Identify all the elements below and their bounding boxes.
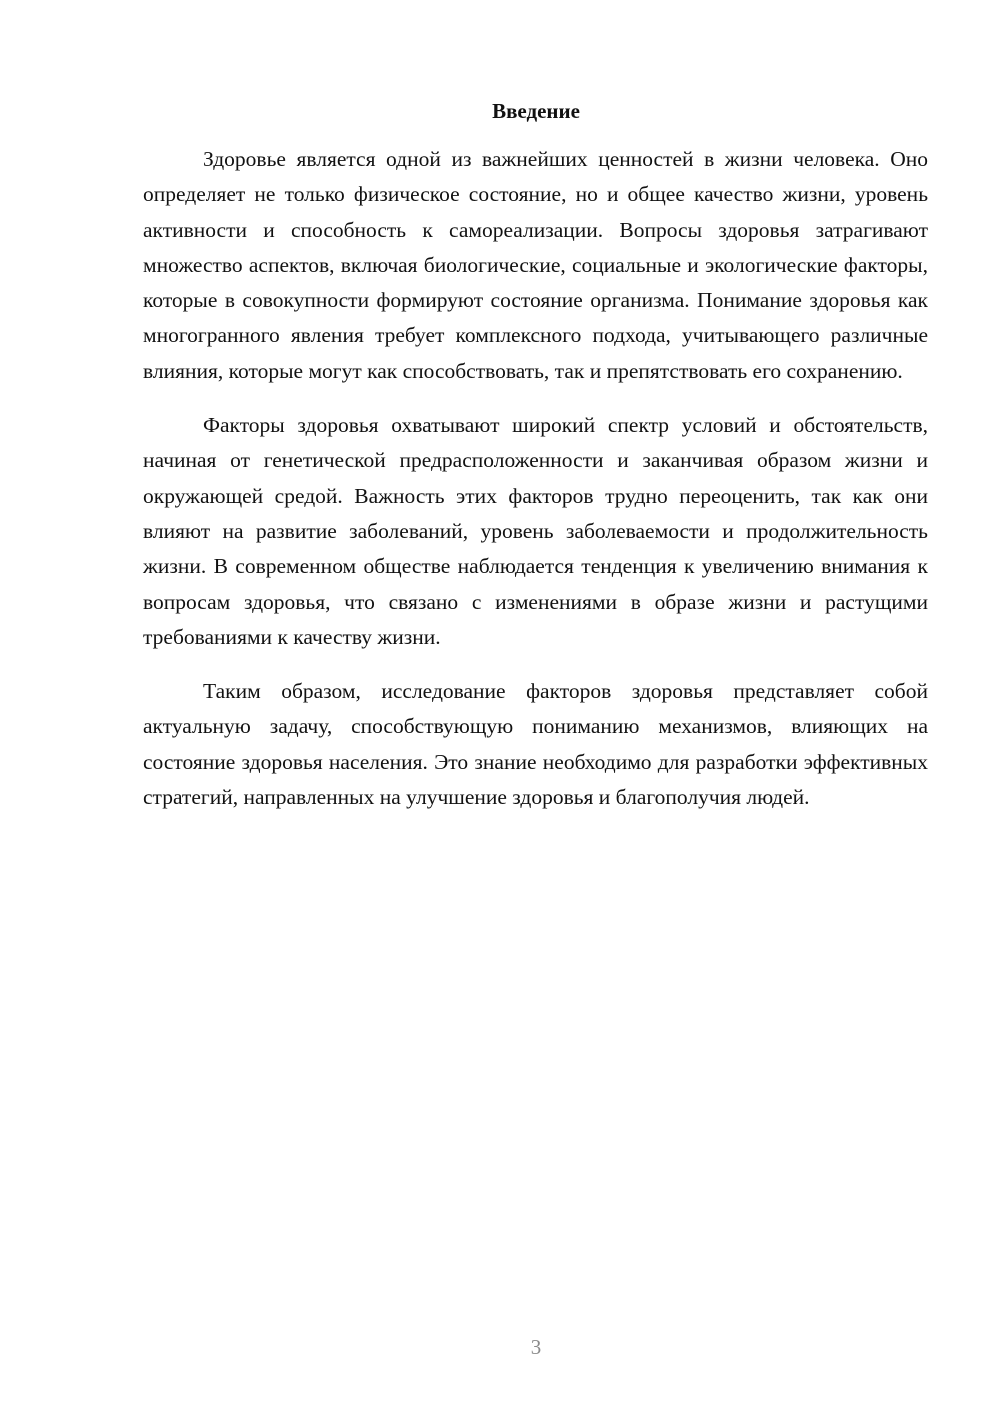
body-text: [143, 142, 928, 834]
page-number: 3: [530, 1335, 542, 1359]
paragraph-3: Таким образом, исследование факторов здоровья представляет собой актуальную задачу, способствующую пониманию механизмов, влияющих на состояние здоровья населения. Это знание необходимо для разработки эффективных стратегий, направленных на улучшение здоровья и благополучия людей.: [143, 679, 928, 810]
paragraph-2: Факторы здоровья охватывают широкий спектр условий и обстоятельств, начиная от генетической предрасположенности и заканчивая образом жизни и окружающей средой. Важность этих факторов трудно переоценить, так как они влияют на развитие заболеваний, уровень заболеваемости и продолжительность жизни. В современном обществе наблюдается тенденция к увеличению внимания к вопросам здоровья, что связано с изменениями в образе жизни и растущими требованиями к качеству жизни.: [143, 413, 928, 649]
paragraph-1: Здоровье является одной из важнейших ценностей в жизни человека. Оно определяет не только физическое состояние, но и общее качество жизни, уровень активности и способность к самореализации. Вопросы здоровья затрагивают множество аспектов, включая биологические, социальные и экологические факторы, которые в совокупности формируют состояние организма. Понимание здоровья как многогранного явления требует комплексного подхода, учитывающего различные влияния, которые могут как способствовать, так и препятствовать его сохранению.: [143, 147, 928, 383]
section-heading: Введение: [492, 99, 580, 123]
